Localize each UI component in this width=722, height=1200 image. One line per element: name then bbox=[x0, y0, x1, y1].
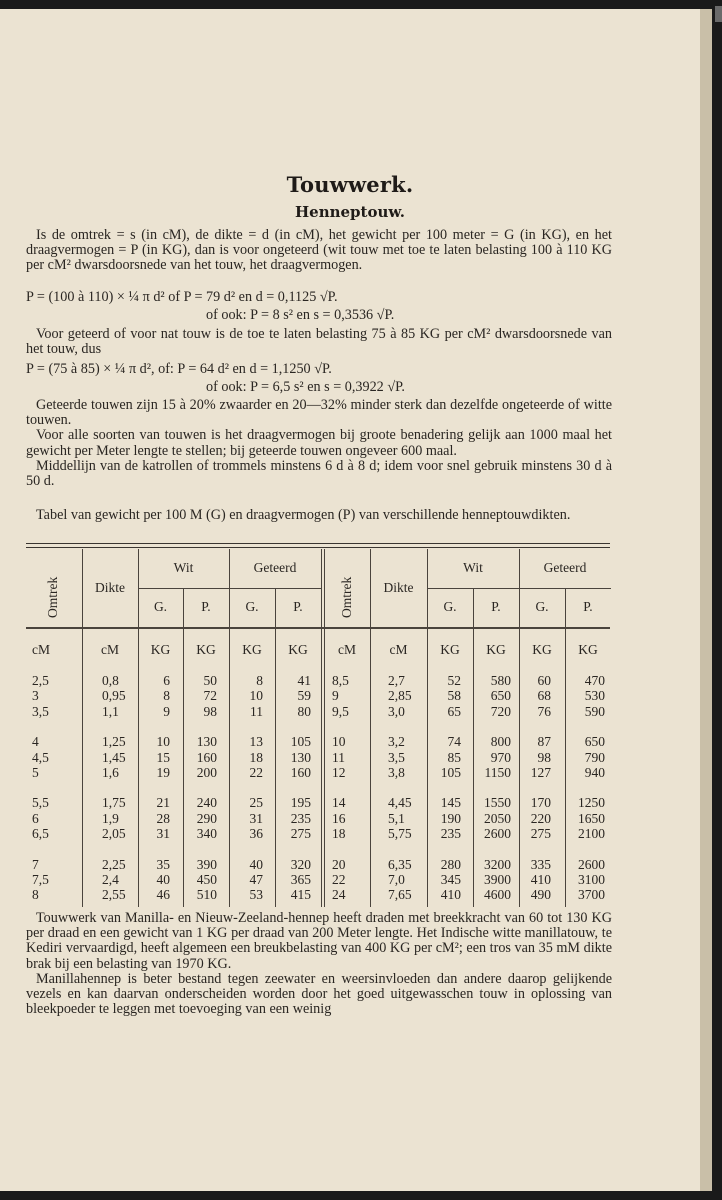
table-cell: 50 bbox=[203, 673, 217, 688]
header-dikte-left: Dikte bbox=[95, 580, 125, 595]
header-geteerd-right: Geteerd bbox=[543, 560, 587, 575]
header-get-g-right: G. bbox=[535, 599, 549, 614]
table-cell: 1,45 bbox=[102, 749, 126, 765]
table-cell: 40 bbox=[156, 871, 170, 887]
table-cell: 3,5 bbox=[32, 703, 49, 719]
table-cell: 76 bbox=[537, 703, 551, 719]
table-cell: 11 bbox=[332, 749, 345, 765]
table-cell: 9 bbox=[163, 703, 170, 719]
header-geteerd-left: Geteerd bbox=[253, 560, 297, 575]
table-cell: 18 bbox=[249, 749, 263, 765]
table-cell: 7 bbox=[32, 856, 39, 872]
table-cell: 235 bbox=[440, 826, 461, 841]
table-cell: 3,2 bbox=[388, 734, 405, 750]
table-cell: 280 bbox=[440, 856, 461, 872]
table-cell: 35 bbox=[156, 856, 170, 872]
table-cell: 1,9 bbox=[102, 810, 119, 826]
table-cell: 590 bbox=[584, 703, 605, 719]
vline-6 bbox=[321, 549, 322, 907]
table-cell: 2,7 bbox=[388, 673, 405, 688]
table-cell: 0,8 bbox=[102, 673, 119, 688]
paragraph-2 bbox=[26, 327, 612, 357]
table-cell: 1650 bbox=[578, 810, 605, 826]
table-cell: 8 bbox=[32, 887, 39, 903]
table-cell: 58 bbox=[447, 688, 461, 704]
header-wit-right: Wit bbox=[463, 560, 483, 575]
page-subtitle: Henneptouw. bbox=[294, 203, 406, 221]
table-cell: 320 bbox=[290, 856, 311, 872]
table-cell: 24 bbox=[332, 887, 346, 903]
table-cell: 1,6 bbox=[102, 764, 119, 780]
table-cell: 2100 bbox=[578, 826, 605, 841]
table-cell: 10 bbox=[332, 734, 346, 750]
table-cell: 410 bbox=[440, 887, 461, 903]
table-cell: 98 bbox=[203, 703, 217, 719]
table-cell: 85 bbox=[447, 749, 461, 765]
paragraph-6 bbox=[26, 911, 612, 1017]
table-cell: 1150 bbox=[484, 764, 511, 780]
page-edge bbox=[700, 9, 712, 1191]
table-cell: 335 bbox=[530, 856, 551, 872]
header-wit-p-left: P. bbox=[201, 599, 211, 614]
formula-2a: P = (75 à 85) × ¼ π d², of: P = 64 d² en d = 1,1250 √P. bbox=[26, 361, 332, 377]
table-cell: 22 bbox=[332, 871, 346, 887]
table-cell: 20 bbox=[332, 856, 346, 872]
table-cell: 7,0 bbox=[388, 871, 405, 887]
table-cell: 790 bbox=[584, 749, 605, 765]
vline-7 bbox=[370, 549, 371, 907]
table-cell: 7,65 bbox=[388, 887, 412, 903]
table-cell: 3,5 bbox=[388, 749, 405, 765]
table-cell: 970 bbox=[490, 749, 511, 765]
table-cell: 450 bbox=[196, 871, 217, 887]
table-cell: 59 bbox=[297, 688, 311, 704]
table-cell: 2,4 bbox=[102, 871, 119, 887]
table-cell: 5,5 bbox=[32, 795, 49, 811]
intro-paragraph bbox=[26, 228, 612, 274]
table-top-rule bbox=[26, 543, 610, 548]
table-cell: 3200 bbox=[484, 856, 511, 872]
table-cell: 65 bbox=[447, 703, 461, 719]
table-cell: 415 bbox=[290, 887, 311, 903]
paragraph-2-text: Voor geteerd of voor nat touw is de toe te laten belasting 75 à 85 KG per cM² dwarsdoorsnede van het touw, dus bbox=[26, 326, 612, 358]
table-cell: 940 bbox=[584, 764, 605, 780]
unit-1: cM bbox=[32, 642, 50, 657]
table-cell: 41 bbox=[297, 673, 311, 688]
header-get-p-left: P. bbox=[293, 599, 303, 614]
table-cell: 650 bbox=[490, 688, 511, 704]
table-cell: 580 bbox=[490, 673, 511, 688]
unit-2: cM bbox=[101, 642, 119, 657]
table-cell: 4,5 bbox=[32, 749, 49, 765]
vline-1 bbox=[82, 549, 83, 907]
table-cell: 10 bbox=[156, 734, 170, 750]
page-title: Touwwerk. bbox=[286, 172, 414, 197]
table-cell: 6,35 bbox=[388, 856, 412, 872]
table-cell: 3100 bbox=[578, 871, 605, 887]
table-cell: 6 bbox=[32, 810, 39, 826]
table-cell: 53 bbox=[249, 887, 263, 903]
header-wit-p-right: P. bbox=[491, 599, 501, 614]
table-cell: 46 bbox=[156, 887, 170, 903]
header-get-g-left: G. bbox=[245, 599, 259, 614]
table-cell: 16 bbox=[332, 810, 346, 826]
table-cell: 2,55 bbox=[102, 887, 126, 903]
table-cell: 2600 bbox=[578, 856, 605, 872]
table-cell: 1,75 bbox=[102, 795, 126, 811]
table-cell: 52 bbox=[447, 673, 461, 688]
table-cell: 25 bbox=[249, 795, 263, 811]
table-cell: 1,25 bbox=[102, 734, 126, 750]
header-get-p-right: P. bbox=[583, 599, 593, 614]
table-cell: 18 bbox=[332, 826, 346, 841]
table-cell: 8 bbox=[163, 688, 170, 704]
paragraph-3-text: Geteerde touwen zijn 15 à 20% zwaarder en 20—32% minder sterk dan dezelfde ongeteerde of witte touwen. bbox=[26, 397, 612, 429]
table-cell: 530 bbox=[584, 688, 605, 704]
table-cell: 720 bbox=[490, 703, 511, 719]
table-cell: 410 bbox=[530, 871, 551, 887]
table-cell: 28 bbox=[156, 810, 170, 826]
table-cell: 470 bbox=[584, 673, 605, 688]
table-cell: 11 bbox=[250, 703, 263, 719]
table-cell: 1550 bbox=[484, 795, 511, 811]
table-cell: 4,45 bbox=[388, 795, 412, 811]
header-wit-left: Wit bbox=[173, 560, 194, 575]
header-omtrek-right: Omtrek bbox=[339, 576, 354, 618]
table-cell: 8,5 bbox=[332, 673, 349, 688]
table-cell: 72 bbox=[203, 688, 217, 704]
table-cell: 31 bbox=[249, 810, 263, 826]
unit-12: KG bbox=[578, 642, 598, 657]
table-cell: 2,05 bbox=[102, 826, 126, 841]
table-cell: 145 bbox=[440, 795, 461, 811]
paragraph-3 bbox=[26, 398, 612, 489]
table-cell: 68 bbox=[537, 688, 551, 704]
table-cell: 2600 bbox=[484, 826, 511, 841]
header-wit-g-left: G. bbox=[153, 599, 168, 614]
table-cell: 5,75 bbox=[388, 826, 412, 841]
table-caption bbox=[26, 508, 612, 523]
table-cell: 74 bbox=[447, 734, 461, 750]
table-cell: 340 bbox=[196, 826, 217, 841]
unit-8: cM bbox=[389, 642, 408, 657]
table-cell: 9,5 bbox=[332, 703, 349, 719]
unit-7: cM bbox=[338, 642, 356, 657]
paragraph-4-text: Voor alle soorten van touwen is het draagvermogen bij groote benadering gelijk aan 1000 maal het gewicht per Meter lengte te stellen; bij geteerde touwen ongeveer 600 maal. bbox=[26, 427, 612, 459]
intro-text: Is de omtrek = s (in cM), de dikte = d (in cM), het gewicht per 100 meter = G (in KG), en het draagvermogen = P (in KG), dan is voor ongeteerd (wit touw met toe te laten belasting 100 à 110 KG per cM² dwarsdoorsnede van het touw, het draagvermogen. bbox=[26, 227, 612, 274]
unit-4: KG bbox=[196, 642, 216, 657]
table-cell: 14 bbox=[332, 795, 346, 811]
unit-5: KG bbox=[242, 642, 262, 657]
table-cell: 31 bbox=[156, 826, 170, 841]
unit-9: KG bbox=[440, 642, 460, 657]
table-cell: 7,5 bbox=[32, 871, 49, 887]
table-cell: 21 bbox=[156, 795, 170, 811]
table-cell: 275 bbox=[290, 826, 311, 841]
table-cell: 200 bbox=[196, 764, 217, 780]
table-cell: 5,1 bbox=[388, 810, 405, 826]
table-cell: 1250 bbox=[578, 795, 605, 811]
table-cell: 98 bbox=[537, 749, 551, 765]
table-cell: 10 bbox=[249, 688, 263, 704]
table-cell: 105 bbox=[440, 764, 461, 780]
table-caption-text: Tabel van gewicht per 100 M (G) en draagvermogen (P) van verschillende henneptouwdikten. bbox=[36, 507, 571, 523]
table-cell: 3700 bbox=[578, 887, 605, 903]
table-cell: 8 bbox=[256, 673, 263, 688]
table-cell: 160 bbox=[196, 749, 217, 765]
table-cell: 22 bbox=[249, 764, 263, 780]
header-omtrek-left: Omtrek bbox=[45, 576, 60, 618]
table-cell: 5 bbox=[32, 764, 39, 780]
table-cell: 170 bbox=[530, 795, 551, 811]
table-cell: 160 bbox=[290, 764, 311, 780]
corner-marker bbox=[715, 6, 722, 22]
table-cell: 220 bbox=[530, 810, 551, 826]
table-cell: 19 bbox=[156, 764, 170, 780]
table-cell: 195 bbox=[290, 795, 311, 811]
unit-11: KG bbox=[532, 642, 552, 657]
table-cell: 2050 bbox=[484, 810, 511, 826]
table-cell: 290 bbox=[196, 810, 217, 826]
table-cell: 2,85 bbox=[388, 688, 412, 704]
table-cell: 650 bbox=[584, 734, 605, 750]
table-cell: 6 bbox=[163, 673, 170, 688]
table-cell: 510 bbox=[196, 887, 217, 903]
table-cell: 0,95 bbox=[102, 688, 126, 704]
table-cell: 235 bbox=[290, 810, 311, 826]
table-header-rule bbox=[26, 627, 610, 629]
paragraph-5-text: Middellijn van de katrollen of trommels minstens 6 d à 8 d; idem voor snel gebruik minstens 30 d à 50 d. bbox=[26, 457, 612, 490]
table-cell: 345 bbox=[440, 871, 461, 887]
table-cell: 80 bbox=[297, 703, 311, 719]
table-cell: 240 bbox=[196, 795, 217, 811]
table-cell: 15 bbox=[156, 749, 170, 765]
unit-6: KG bbox=[288, 642, 308, 657]
paragraph-6-text: Touwwerk van Manilla- en Nieuw-Zeeland-hennep heeft draden met breekkracht van 60 tot 130 KG per draad en een gewicht van 1 KG per draad van 200 Meter lengte. Het Indische witte manillatouw, te Kediri vervaardigd, heeft algemeen een breukbelasting van 400 KG per cM²; een tros van 35 mM dikte brak bij een belasting van 1970 KG. bbox=[26, 910, 612, 972]
formula-1b: of ook: P = 8 s² en s = 0,3536 √P. bbox=[206, 307, 395, 323]
table-cell: 9 bbox=[332, 688, 339, 704]
table-cell: 47 bbox=[249, 871, 263, 887]
table-cell: 3,8 bbox=[388, 764, 405, 780]
table-cell: 12 bbox=[332, 764, 346, 780]
unit-3: KG bbox=[150, 642, 171, 657]
table-cell: 6,5 bbox=[32, 826, 49, 841]
table-cell: 275 bbox=[530, 826, 551, 841]
table-cell: 2,5 bbox=[32, 673, 49, 688]
table-cell: 365 bbox=[290, 871, 311, 887]
formula-2b: of ook: P = 6,5 s² en s = 0,3922 √P. bbox=[206, 379, 405, 395]
table-cell: 390 bbox=[196, 856, 217, 872]
table-cell: 4600 bbox=[484, 887, 511, 903]
table-cell: 130 bbox=[196, 734, 217, 750]
formula-1a: P = (100 à 110) × ¼ π d² of P = 79 d² en d = 0,1125 √P. bbox=[26, 289, 338, 305]
table-cell: 3900 bbox=[484, 871, 511, 887]
table-cell: 40 bbox=[249, 856, 263, 872]
header-wit-g-right: G. bbox=[443, 599, 457, 614]
vline-6b bbox=[324, 549, 325, 907]
table-cell: 190 bbox=[440, 810, 461, 826]
unit-10: KG bbox=[486, 642, 506, 657]
header-dikte-right: Dikte bbox=[383, 580, 414, 595]
table-cell: 130 bbox=[290, 749, 311, 765]
table-cell: 4 bbox=[32, 734, 39, 750]
table-cell: 3,0 bbox=[388, 703, 405, 719]
table-cell: 60 bbox=[537, 673, 551, 688]
table-cell: 490 bbox=[530, 887, 551, 903]
table-cell: 127 bbox=[530, 764, 551, 780]
table-cell: 2,25 bbox=[102, 856, 126, 872]
table-cell: 800 bbox=[490, 734, 511, 750]
table-cell: 105 bbox=[290, 734, 311, 750]
paragraph-7-text: Manillahennep is beter bestand tegen zeewater en weersinvloeden dan andere daarop gelijkende vezels en kan daarvan onderscheiden worden door het goed uitgewasschen touw in oplossing van bleekpoeder te leggen met toevoeging van een weinig bbox=[26, 970, 612, 1018]
left-subheader-rule bbox=[138, 588, 322, 589]
table-cell: 1,1 bbox=[102, 703, 119, 719]
table-cell: 87 bbox=[537, 734, 551, 750]
table-cell: 36 bbox=[249, 826, 263, 841]
table-cell: 13 bbox=[249, 734, 263, 750]
table-cell: 3 bbox=[32, 688, 39, 704]
